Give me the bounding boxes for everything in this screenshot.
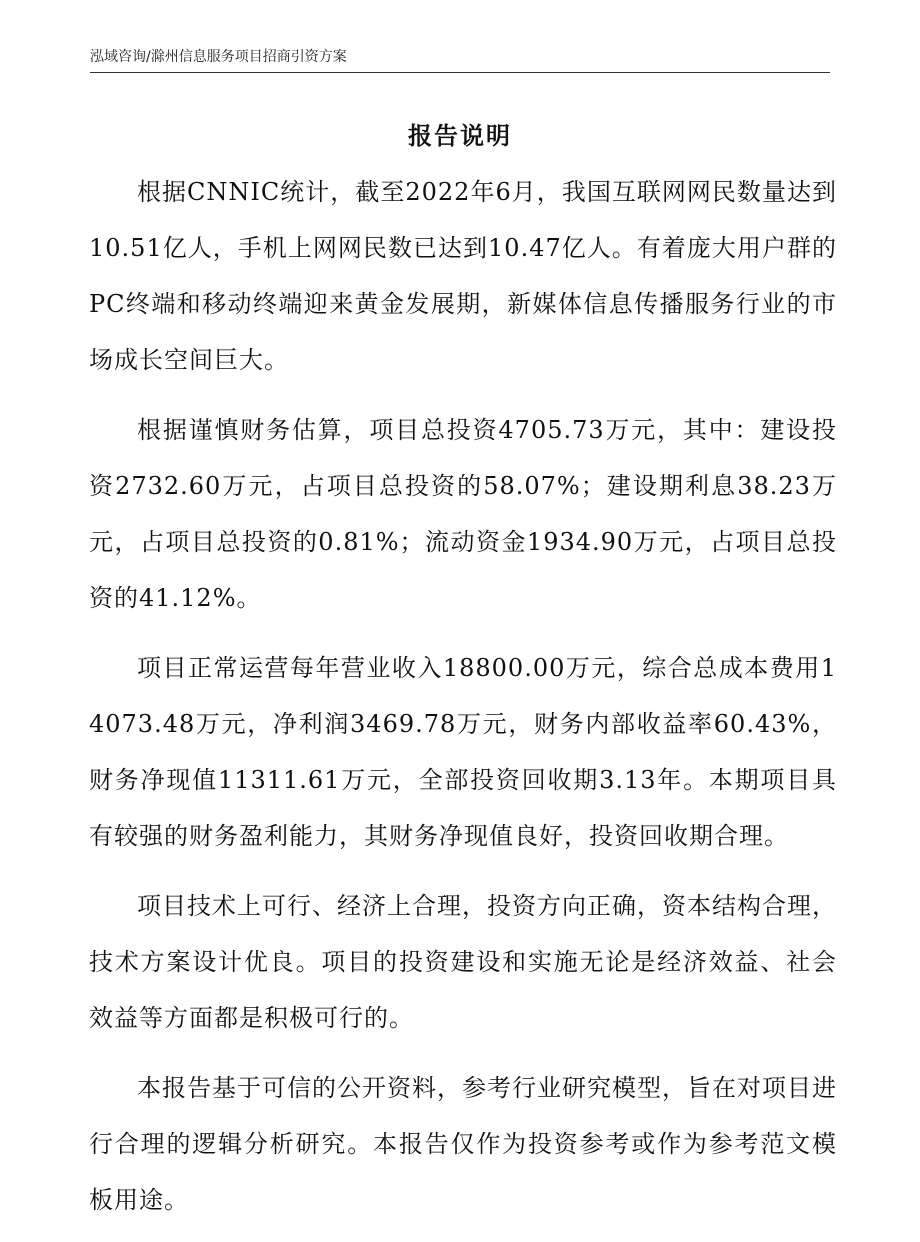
paragraph-disclaimer: 本报告基于可信的公开资料，参考行业研究模型，旨在对项目进行合理的逻辑分析研究。本报告仅作为投资参考或作为参考范文模板用途。 [89, 1074, 837, 1214]
running-header: 泓域咨询/滁州信息服务项目招商引资方案 [90, 46, 830, 73]
paragraph-operating-revenue: 项目正常运营每年营业收入18800.00万元，综合总成本费用14073.48万元，净利润3469.78万元，财务内部收益率60.43%，财务净现值11311.61万元，全部投资回收期3.13年。本期项目具有较强的财务盈利能力，其财务净现值良好，投资回收期合理。 [89, 654, 837, 850]
document-title: 报告说明 [408, 122, 512, 150]
paragraph-investment-estimate: 根据谨慎财务估算，项目总投资4705.73万元，其中：建设投资2732.60万元，占项目总投资的58.07%；建设期利息38.23万元，占项目总投资的0.81%；流动资金1934.90万元，占项目总投资的41.12%。 [89, 416, 837, 612]
document-body [89, 164, 837, 1242]
paragraph-feasibility: 项目技术上可行、经济上合理，投资方向正确，资本结构合理，技术方案设计优良。项目的投资建设和实施无论是经济效益、社会效益等方面都是积极可行的。 [89, 892, 837, 1032]
paragraph-internet-users: 根据CNNIC统计，截至2022年6月，我国互联网网民数量达到10.51亿人，手机上网网民数已达到10.47亿人。有着庞大用户群的PC终端和移动终端迎来黄金发展期，新媒体信息传播服务行业的市场成长空间巨大。 [89, 178, 837, 374]
